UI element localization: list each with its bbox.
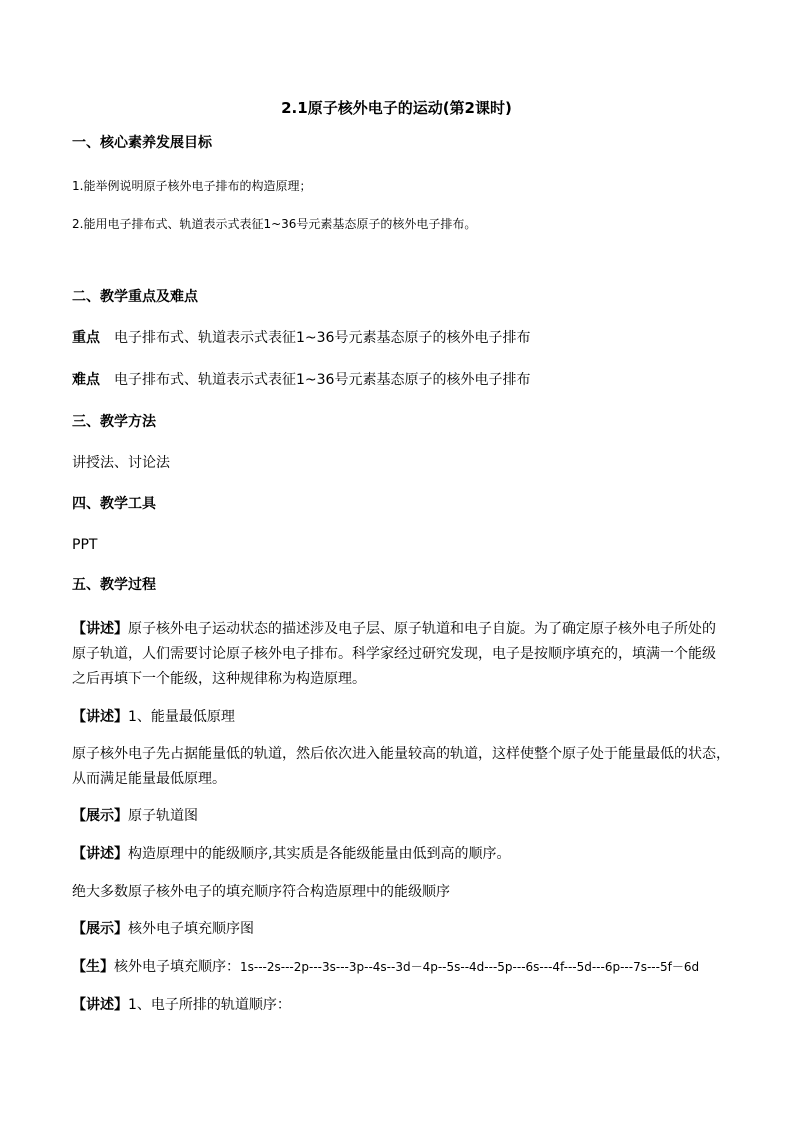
show-tag: 【展示】: [72, 808, 128, 824]
lecture-tag: 【讲述】: [72, 846, 128, 862]
process-paragraph-9: 【讲述】1、电子所排的轨道顺序：: [72, 997, 291, 1013]
process-paragraph-4: 【展示】原子轨道图: [72, 808, 198, 824]
section-heading-key-points: 二、教学重点及难点: [72, 289, 198, 305]
difficulty-text: 电子排布式、轨道表示式表征1~36号元素基态原子的核外电子排布: [114, 372, 531, 388]
section-heading-method: 三、教学方法: [72, 414, 156, 430]
lecture-tag: 【讲述】: [72, 709, 128, 725]
process-paragraph-1-line-3: 之后再填下一个能级，这种规律称为构造原理。: [72, 671, 366, 687]
lecture-tag: 【讲述】: [72, 997, 128, 1013]
process-paragraph-8: 【生】核外电子填充顺序：1s---2s---2p---3s---3p--4s--3d－4p--5s--4d---5p---6s---4f---5d---6p---7s---5f－6d: [72, 959, 700, 975]
process-paragraph-2: 【讲述】1、能量最低原理: [72, 709, 235, 725]
page-title: 2.1原子核外电子的运动(第2课时): [281, 99, 512, 117]
process-paragraph-7: 【展示】核外电子填充顺序图: [72, 921, 254, 937]
key-point-label: 重点: [72, 330, 100, 346]
process-paragraph-5: 【讲述】构造原理中的能级顺序,其实质是各能级能量由低到高的顺序。: [72, 846, 511, 862]
difficulty-row: [72, 373, 530, 387]
process-paragraph-1-line-1: 【讲述】原子核外电子运动状态的描述涉及电子层、原子轨道和电子自旋。为了确定原子核外电子所处的: [72, 621, 716, 637]
process-paragraph-3-line-2: 从而满足能量最低原理。: [72, 771, 226, 787]
section-heading-tools: 四、教学工具: [72, 496, 156, 512]
teaching-tool: PPT: [72, 537, 98, 553]
process-paragraph-1-line-2: 原子轨道，人们需要讨论原子核外电子排布。科学家经过研究发现，电子是按顺序填充的，填满一个能级: [72, 646, 716, 662]
show-tag: 【展示】: [72, 921, 128, 937]
filling-sequence: 1s---2s---2p---3s---3p--4s--3d－4p--5s--4d---5p---6s---4f---5d---6p---7s---5f－6d: [240, 960, 700, 974]
student-tag: 【生】: [72, 959, 114, 975]
difficulty-label: 难点: [72, 372, 100, 388]
process-paragraph-3-line-1: 原子核外电子先占据能量低的轨道，然后依次进入能量较高的轨道，这样使整个原子处于能量最低的状态，: [72, 746, 730, 762]
section-heading-goals: 一、核心素养发展目标: [72, 135, 212, 151]
key-point-row: [72, 331, 530, 345]
lecture-tag: 【讲述】: [72, 621, 128, 637]
process-paragraph-6: 绝大多数原子核外电子的填充顺序符合构造原理中的能级顺序: [72, 884, 450, 900]
section-heading-process: 五、教学过程: [72, 577, 156, 593]
teaching-method: 讲授法、讨论法: [72, 455, 170, 471]
key-point-text: 电子排布式、轨道表示式表征1~36号元素基态原子的核外电子排布: [114, 330, 531, 346]
goal-item-2: 2.能用电子排布式、轨道表示式表征1~36号元素基态原子的核外电子排布。: [72, 217, 477, 231]
goal-item-1: 1.能举例说明原子核外电子排布的构造原理；: [72, 179, 312, 193]
